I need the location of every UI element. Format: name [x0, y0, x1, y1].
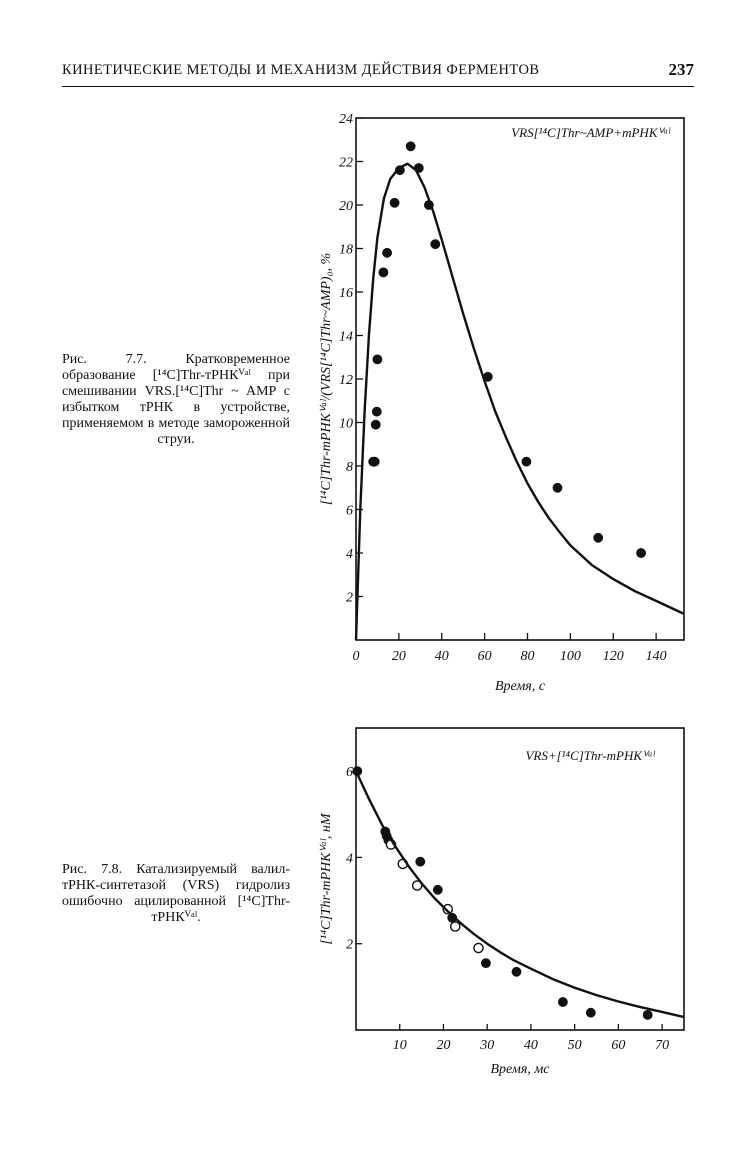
y-tick-label: 6 — [346, 503, 353, 519]
data-point-filled — [433, 885, 442, 894]
y-tick-label: 18 — [339, 242, 353, 258]
y-axis-label: [¹⁴C]Thr-тРНКⱽᵃˡ, нМ — [319, 813, 334, 945]
y-tick-label: 2 — [346, 590, 353, 606]
data-point-filled — [637, 548, 646, 557]
y-tick-label: 22 — [339, 155, 353, 171]
data-point-filled — [383, 248, 392, 257]
y-tick-label: 8 — [346, 460, 353, 475]
data-point-filled — [643, 1010, 652, 1019]
y-tick-label: 24 — [339, 112, 353, 127]
data-point-filled — [586, 1008, 595, 1017]
data-point-filled — [522, 457, 531, 466]
y-tick-label: 4 — [346, 547, 353, 562]
x-tick-label: 140 — [645, 649, 667, 664]
y-tick-label: 4 — [346, 851, 353, 867]
data-point-filled — [379, 268, 388, 277]
x-tick-label: 40 — [434, 649, 449, 664]
fitted-curve — [356, 164, 684, 640]
data-point-filled — [416, 857, 425, 866]
data-point-filled — [558, 997, 567, 1006]
data-point-filled — [372, 407, 381, 416]
data-point-open — [451, 922, 460, 931]
data-point-filled — [373, 355, 382, 364]
y-tick-label: 10 — [339, 416, 353, 432]
y-tick-label: 14 — [339, 329, 353, 345]
running-title: КИНЕТИЧЕСКИЕ МЕТОДЫ И МЕХАНИЗМ ДЕЙСТВИЯ ФЕРМЕНТОВ — [62, 62, 540, 78]
x-tick-label: 120 — [602, 649, 624, 664]
chart-fig-7-7 — [319, 112, 684, 694]
data-point-filled — [370, 457, 379, 466]
x-tick-label: 40 — [523, 1038, 538, 1053]
x-tick-label: 10 — [392, 1038, 407, 1053]
data-point-filled — [512, 967, 521, 976]
chart-fig-7-8 — [319, 728, 684, 1077]
x-tick-label: 60 — [611, 1038, 626, 1053]
chart-legend: VRS+[¹⁴C]Thr-тРНКⱽᵃˡ — [525, 748, 655, 763]
y-tick-label: 6 — [346, 765, 353, 781]
y-axis-label: [¹⁴C]Thr-тРНКⱽᵃˡ/(VRS[¹⁴C]Thr~AMP)₀, % — [319, 252, 334, 506]
data-point-filled — [553, 483, 562, 492]
x-tick-label: 20 — [436, 1038, 451, 1053]
plot-frame — [356, 118, 684, 640]
x-axis-label: Время, мс — [490, 1062, 550, 1077]
x-tick-label: 60 — [477, 649, 492, 664]
x-tick-label: 20 — [391, 649, 406, 664]
data-point-filled — [390, 198, 399, 207]
data-point-filled — [481, 959, 490, 968]
x-tick-label: 80 — [520, 649, 535, 664]
data-point-filled — [431, 240, 440, 249]
figure-7-8-caption: Рис. 7.8. Катализируемый валил-тРНК-синтетазой (VRS) гидролиз ошибочно ацилированной [¹⁴C]Thr-тРНКⱽᵃˡ. — [62, 862, 290, 925]
data-point-open — [474, 943, 483, 952]
x-axis-label: Время, с — [494, 679, 546, 694]
data-point-filled — [406, 142, 415, 151]
data-point-filled — [371, 420, 380, 429]
x-tick-label: 30 — [480, 1038, 495, 1053]
y-tick-label: 16 — [339, 286, 353, 301]
y-tick-label: 12 — [339, 373, 353, 388]
x-tick-label: 100 — [559, 649, 581, 664]
data-point-filled — [594, 533, 603, 542]
page-number: 237 — [668, 60, 694, 79]
fitted-curve — [356, 771, 684, 1017]
figure-7-7-caption: Рис. 7.7. Кратковременное образование [¹⁴C]Thr-тРНКⱽᵃˡ при смешивании VRS.[¹⁴C]Thr ~ AMP с избытком тРНК в устройстве, применяемом в методе замороженной струи. — [62, 352, 290, 447]
x-tick-label: 0 — [352, 649, 360, 664]
chart-legend: VRS[¹⁴C]Thr~AMP+тРНКⱽᵃˡ — [511, 125, 670, 140]
plot-frame — [356, 728, 684, 1030]
y-tick-label: 20 — [339, 199, 353, 214]
y-tick-label: 2 — [346, 937, 353, 953]
x-tick-label: 70 — [655, 1038, 670, 1053]
x-tick-label: 50 — [567, 1038, 582, 1053]
